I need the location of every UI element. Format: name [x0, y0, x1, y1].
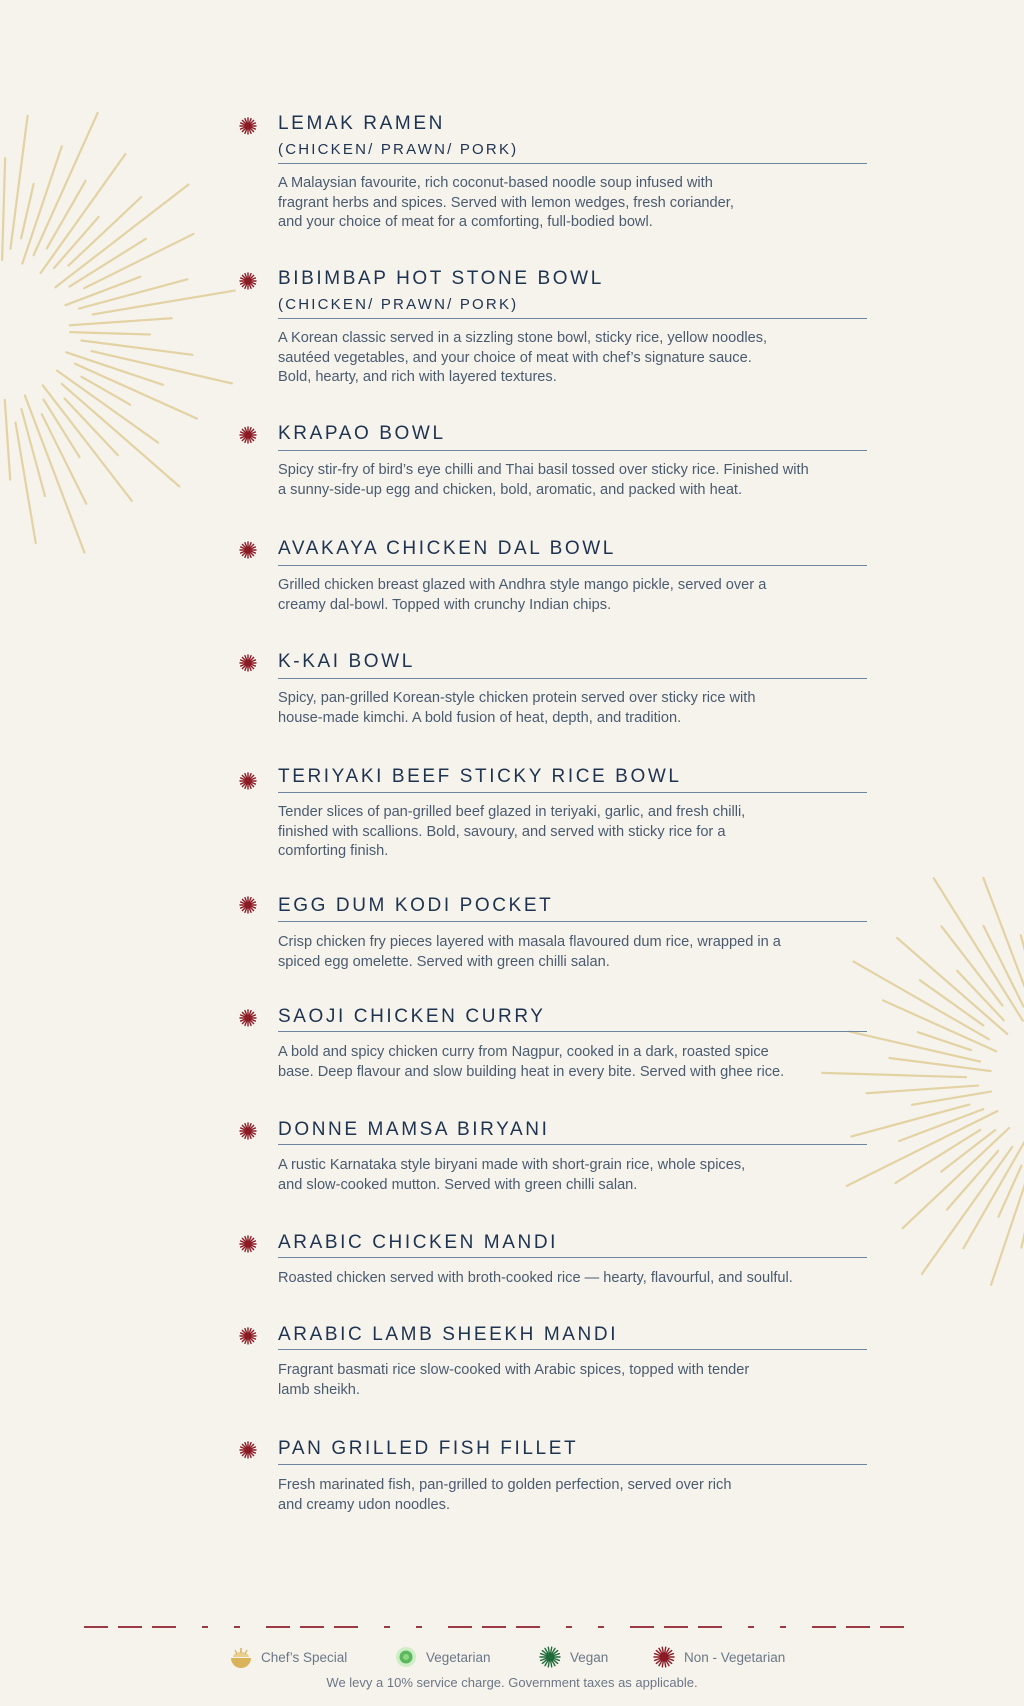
- dish-title: PAN GRILLED FISH FILLET: [278, 1438, 579, 1459]
- dish-description: A rustic Karnataka style biryani made with short-grain rice, whole spices, and slow-cooked mutton. Served with green chilli salan.: [278, 1157, 746, 1193]
- non-vegetarian-icon: [238, 653, 258, 673]
- non-vegetarian-icon: [238, 271, 258, 291]
- dish-description: A Korean classic served in a sizzling stone bowl, sticky rice, yellow noodles, sautéed vegetables, and your choice of meat with chef’s signature sauce. Bold, hearty, and rich with layered textures.: [278, 330, 768, 385]
- legend-item-vegan: [538, 1644, 608, 1670]
- dish-description: Crisp chicken fry pieces layered with masala flavoured dum rice, wrapped in a spiced egg omelette. Served with green chilli salan.: [278, 934, 781, 970]
- dish-description: Spicy, pan-grilled Korean-style chicken protein served over sticky rice with house-made kimchi. A bold fusion of heat, depth, and tradition.: [278, 690, 756, 726]
- divider: [278, 921, 867, 922]
- divider: [278, 1349, 867, 1350]
- non-vegetarian-icon: [238, 771, 258, 791]
- chef-special-icon: [229, 1645, 253, 1669]
- dish-description: A Malaysian favourite, rich coconut-based noodle soup infused with fragrant herbs and spices. Served with lemon wedges, fresh coriander, and your choice of meat for a comforting, full-bodied bowl.: [278, 175, 734, 230]
- legend-item-chef-special: [229, 1644, 347, 1670]
- dish-title: EGG DUM KODI POCKET: [278, 895, 554, 916]
- vegan-icon: [538, 1645, 562, 1669]
- non-vegetarian-icon: [238, 1121, 258, 1141]
- dish-description: Tender slices of pan-grilled beef glazed in teriyaki, garlic, and fresh chilli, finished with scallions. Bold, savoury, and served with sticky rice for a comforting finish.: [278, 804, 746, 859]
- non-vegetarian-icon: [238, 1326, 258, 1346]
- dish-subtitle: (CHICKEN/ PRAWN/ PORK): [278, 141, 519, 158]
- dietary-legend: [0, 1644, 1024, 1670]
- divider: [278, 163, 867, 164]
- dish-title: K-KAI BOWL: [278, 651, 415, 672]
- non-vegetarian-icon: [652, 1645, 676, 1669]
- dashed-divider: [84, 1625, 930, 1629]
- divider: [278, 450, 867, 451]
- non-vegetarian-icon: [238, 425, 258, 445]
- dish-title: KRAPAO BOWL: [278, 423, 446, 444]
- vegetarian-icon: [394, 1645, 418, 1669]
- dish-title: SAOJI CHICKEN CURRY: [278, 1006, 546, 1027]
- non-vegetarian-icon: [238, 540, 258, 560]
- non-vegetarian-icon: [238, 1234, 258, 1254]
- dish-title: LEMAK RAMEN: [278, 113, 445, 134]
- dish-description: Fragrant basmati rice slow-cooked with Arabic spices, topped with tender lamb sheikh.: [278, 1362, 750, 1398]
- dish-title: TERIYAKI BEEF STICKY RICE BOWL: [278, 766, 682, 787]
- service-charge-note: We levy a 10% service charge. Government taxes as applicable.: [326, 1675, 698, 1690]
- dish-title: AVAKAYA CHICKEN DAL BOWL: [278, 538, 616, 559]
- divider: [278, 678, 867, 679]
- dish-title: BIBIMBAP HOT STONE BOWL: [278, 268, 604, 289]
- non-vegetarian-icon: [238, 895, 258, 915]
- legend-label: Vegetarian: [426, 1649, 491, 1665]
- non-vegetarian-icon: [238, 1440, 258, 1460]
- non-vegetarian-icon: [238, 1008, 258, 1028]
- divider: [278, 1031, 867, 1032]
- non-vegetarian-icon: [238, 116, 258, 136]
- dish-title: ARABIC CHICKEN MANDI: [278, 1232, 559, 1253]
- decorative-sunburst-left: [0, 70, 260, 590]
- divider: [278, 565, 867, 566]
- dish-description: Spicy stir-fry of bird’s eye chilli and Thai basil tossed over sticky rice. Finished with a sunny-side-up egg and chicken, bold, aromatic, and packed with heat.: [278, 462, 809, 498]
- dish-title: DONNE MAMSA BIRYANI: [278, 1119, 550, 1140]
- legend-item-non-vegetarian: [652, 1644, 785, 1670]
- legend-item-vegetarian: [394, 1644, 491, 1670]
- divider: [278, 792, 867, 793]
- dish-description: A bold and spicy chicken curry from Nagpur, cooked in a dark, roasted spice base. Deep flavour and slow building heat in every bite. Served with ghee rice.: [278, 1044, 785, 1080]
- divider: [278, 1464, 867, 1465]
- dish-title: ARABIC LAMB SHEEKH MANDI: [278, 1324, 619, 1345]
- divider: [278, 1257, 867, 1258]
- dish-description: Fresh marinated fish, pan-grilled to golden perfection, served over rich and creamy udon noodles.: [278, 1477, 732, 1513]
- divider: [278, 318, 867, 319]
- dish-description: Grilled chicken breast glazed with Andhra style mango pickle, served over a creamy dal-bowl. Topped with crunchy Indian chips.: [278, 577, 767, 613]
- legend-label: Chef’s Special: [261, 1649, 348, 1665]
- divider: [278, 1144, 867, 1145]
- legend-label: Non - Vegetarian: [684, 1649, 786, 1665]
- dish-subtitle: (CHICKEN/ PRAWN/ PORK): [278, 296, 519, 313]
- legend-label: Vegan: [570, 1649, 609, 1665]
- dish-description: Roasted chicken served with broth-cooked rice — hearty, flavourful, and soulful.: [278, 1270, 793, 1286]
